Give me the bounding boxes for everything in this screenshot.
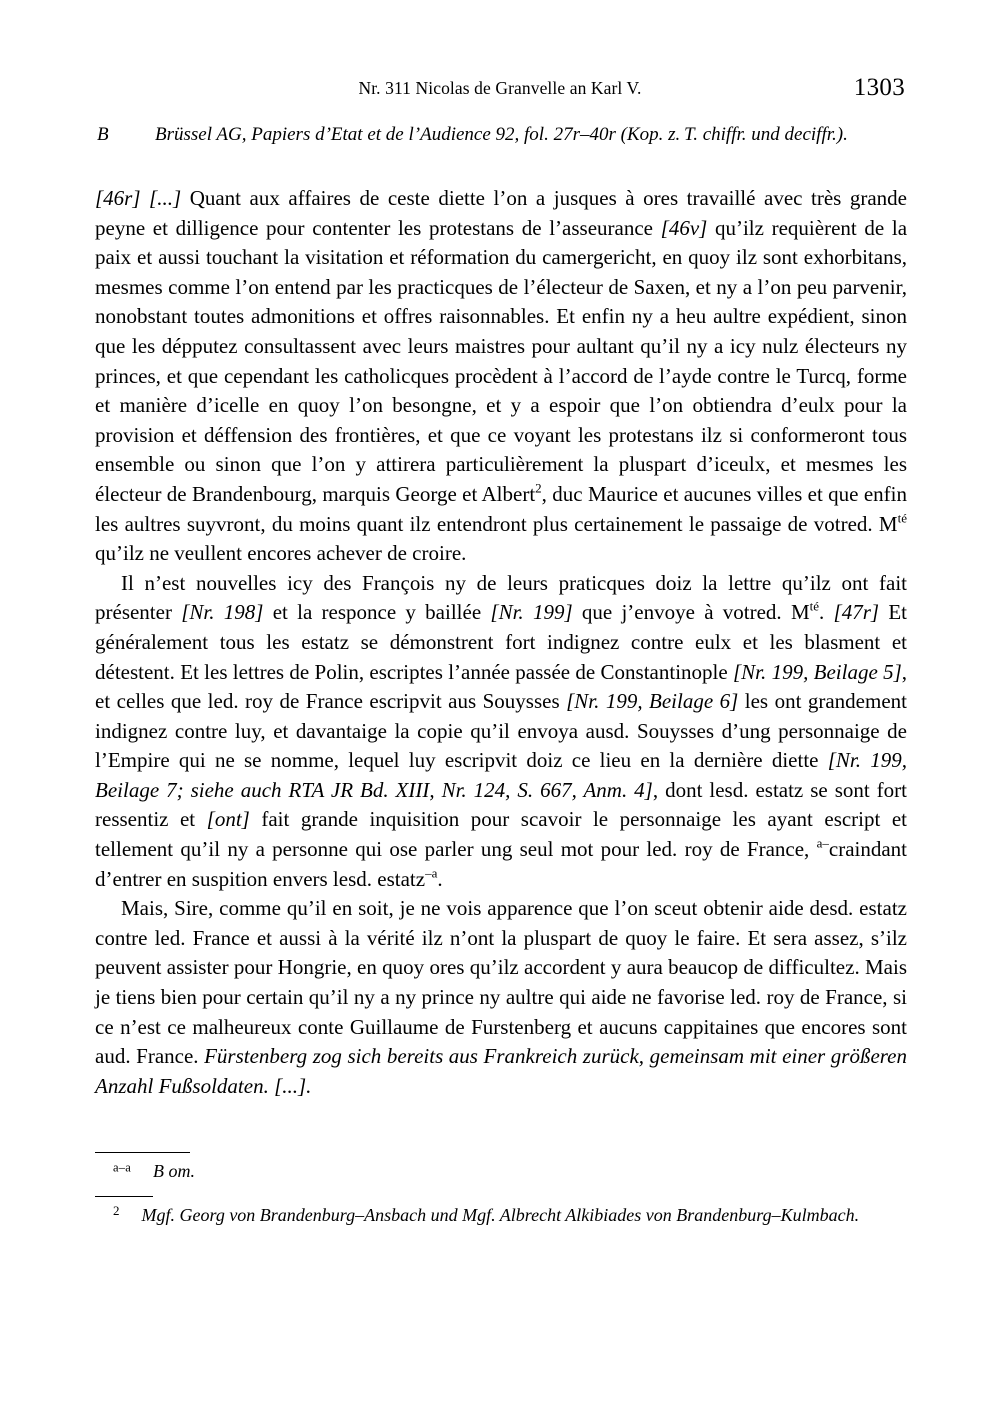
page-number: 1303 [853, 74, 905, 101]
body-text-run: , duc Maurice et aucunes villes et que enfin les aultres suyvront, du moins quant ilz entendront plus certainement le passaige de votred. M [95, 481, 907, 536]
body-text-run: Il n’est nouvelles icy des François ny de leurs praticques doiz la lettre qu’ilz ont fait présenter [95, 570, 907, 625]
body-paragraph [95, 184, 907, 569]
body-text-run: craindant d’entrer en suspition envers lesd. estatz [95, 837, 907, 891]
variant-label: a–a [113, 1160, 131, 1175]
italic-reference: [46v] [660, 215, 708, 240]
body-text-run: Quant aux affaires de ceste diette l’on a jusques à ores travaillé avec très grande peyne et dilligence pour contenter les protestans de l’asseurance [95, 186, 907, 240]
body-text-run: . [437, 866, 443, 891]
body-text-run: qu’ilz requièrent de la paix et aussi touchant la visitation et réformation du camergericht, en quoy ilz sont exhorbitans, mesmes comme l’on entend par les practicques de l’électeur de Saxen, et ny a l’on peu parvenir, nonobstant toutes admonitions et offres raisonnables. Et enfin ny a heu aultre expédient, sinon que les dépputez consultassent avec leurs maistres pour aultant qu’il ny a icy nulz électeurs ny princes, et que cependant les catholicques procèdent à l’accord de l’ayde contre le Turcq, forme et manière d’icelle en quoy l’on besongne, et y a espoir que l’on obtiendra d’eulx pour la provision et déffension des frontières, et que ce voyant les protestans ilz si conformeront tous ensemble ou sinon que l’on y attirera particulièrement la pluspart d’iceulx, et mesmes les électeur de Brandenbourg, marquis George et Albert [95, 215, 908, 506]
superscript-marker: a– [816, 835, 829, 851]
footnote-label: 2 [113, 1203, 120, 1219]
italic-reference: Fürstenberg zog sich bereits aus Frankreich zurück, gemeinsam mit einer größeren Anzahl Fußsoldaten. [...]. [95, 1044, 907, 1098]
body-text-run: , dont lesd. estatz se sont fort ressentiz et [95, 777, 907, 832]
body-text [95, 184, 907, 1101]
body-text-run: qu’ilz ne veullent encores achever de croire. [95, 541, 467, 566]
apparatus-rule [95, 1152, 190, 1153]
italic-reference: [Nr. 199, Beilage 7; siehe auch RTA JR Bd. XIII, Nr. 124, S. 667, Anm. 4] [95, 748, 907, 802]
footnote-list [95, 1202, 907, 1228]
superscript-marker: té [897, 510, 907, 526]
body-text-run: fait grande inquisition pour scavoir le personnaige les ayant escript et tellement qu’il ny a personne qui ose parler ung seul mot pour led. roy de France, [95, 807, 908, 862]
body-text-run: que j’envoye à votred. M [572, 600, 810, 625]
body-text-run: et la responce y baillée [263, 600, 491, 625]
footnote-rule [95, 1196, 153, 1197]
body-paragraph [95, 894, 907, 1101]
variant-text: B om. [152, 1161, 195, 1181]
body-paragraph [95, 569, 907, 895]
italic-reference: [Nr. 198] [181, 600, 264, 625]
body-text-run: . [819, 600, 834, 625]
superscript-marker: té [809, 598, 820, 614]
italic-reference: [ont] [206, 807, 250, 832]
body-text-run: Mais, Sire, comme qu’il en soit, je ne vois apparence que l’on sceut obtenir aide desd. estatz contre led. France et aussi à la vérité ilz n’ont la pluspart de quoy le faire. Et sera assez, s’ilz peuvent assister pour Hongrie, en quoy ores qu’ilz accordent y aura beaucop de difficultez. Mais je tiens bien pour certain qu’il ny a ny prince ny aultre qui aide ne favorise led. roy de France, si ce n’est ce malheureux conte Guillaume de Furstenberg et aucuns cappitaines que encores sont aud. France. [95, 896, 907, 1069]
italic-reference: [Nr. 199] [490, 600, 573, 625]
variant-apparatus [95, 1152, 907, 1184]
variant-list [95, 1158, 907, 1184]
italic-reference: [46r] [...] [95, 186, 182, 210]
source-block [95, 122, 907, 147]
running-head [95, 74, 905, 108]
body-text-run: , et celles que led. roy de France escripvit aus Souysses [95, 659, 907, 714]
superscript-marker: 2 [535, 480, 542, 496]
body-text-run: les ont grandement indignez contre luy, et davantaige la copie qu’il envoya ausd. Souysses d’ung personnaige de l’Empire qui ne se nomme, lequel luy escripvit doiz ce lieu en la dernière diette [95, 689, 907, 773]
superscript-marker: –a [425, 865, 438, 881]
source-description: Brüssel AG, Papiers d’Etat et de l’Audience 92, fol. 27r–40r (Kop. z. T. chiffr. und deciffr.). [155, 124, 848, 145]
running-head-title: Nr. 311 Nicolas de Granvelle an Karl V. [358, 78, 642, 98]
footnote-text: Mgf. Georg von Brandenburg–Ansbach und Mgf. Albrecht Alkibiades von Brandenburg–Kulmbach. [141, 1205, 860, 1225]
italic-reference: [Nr. 199, Beilage 6] [566, 689, 739, 714]
footnote-apparatus [95, 1196, 907, 1228]
italic-reference: [47r] [833, 600, 880, 625]
source-siglum: B [97, 124, 109, 145]
footnote-entry [95, 1202, 907, 1228]
body-text-run: Et généralement tous les estatz se démonstrent fort indignez contre eulx et les blasment et détestent. Et les lettres de Polin, escriptes l’année passée de Constantinople [95, 600, 908, 684]
variant-entry [95, 1158, 907, 1184]
italic-reference: [Nr. 199, Beilage 5] [733, 659, 902, 684]
